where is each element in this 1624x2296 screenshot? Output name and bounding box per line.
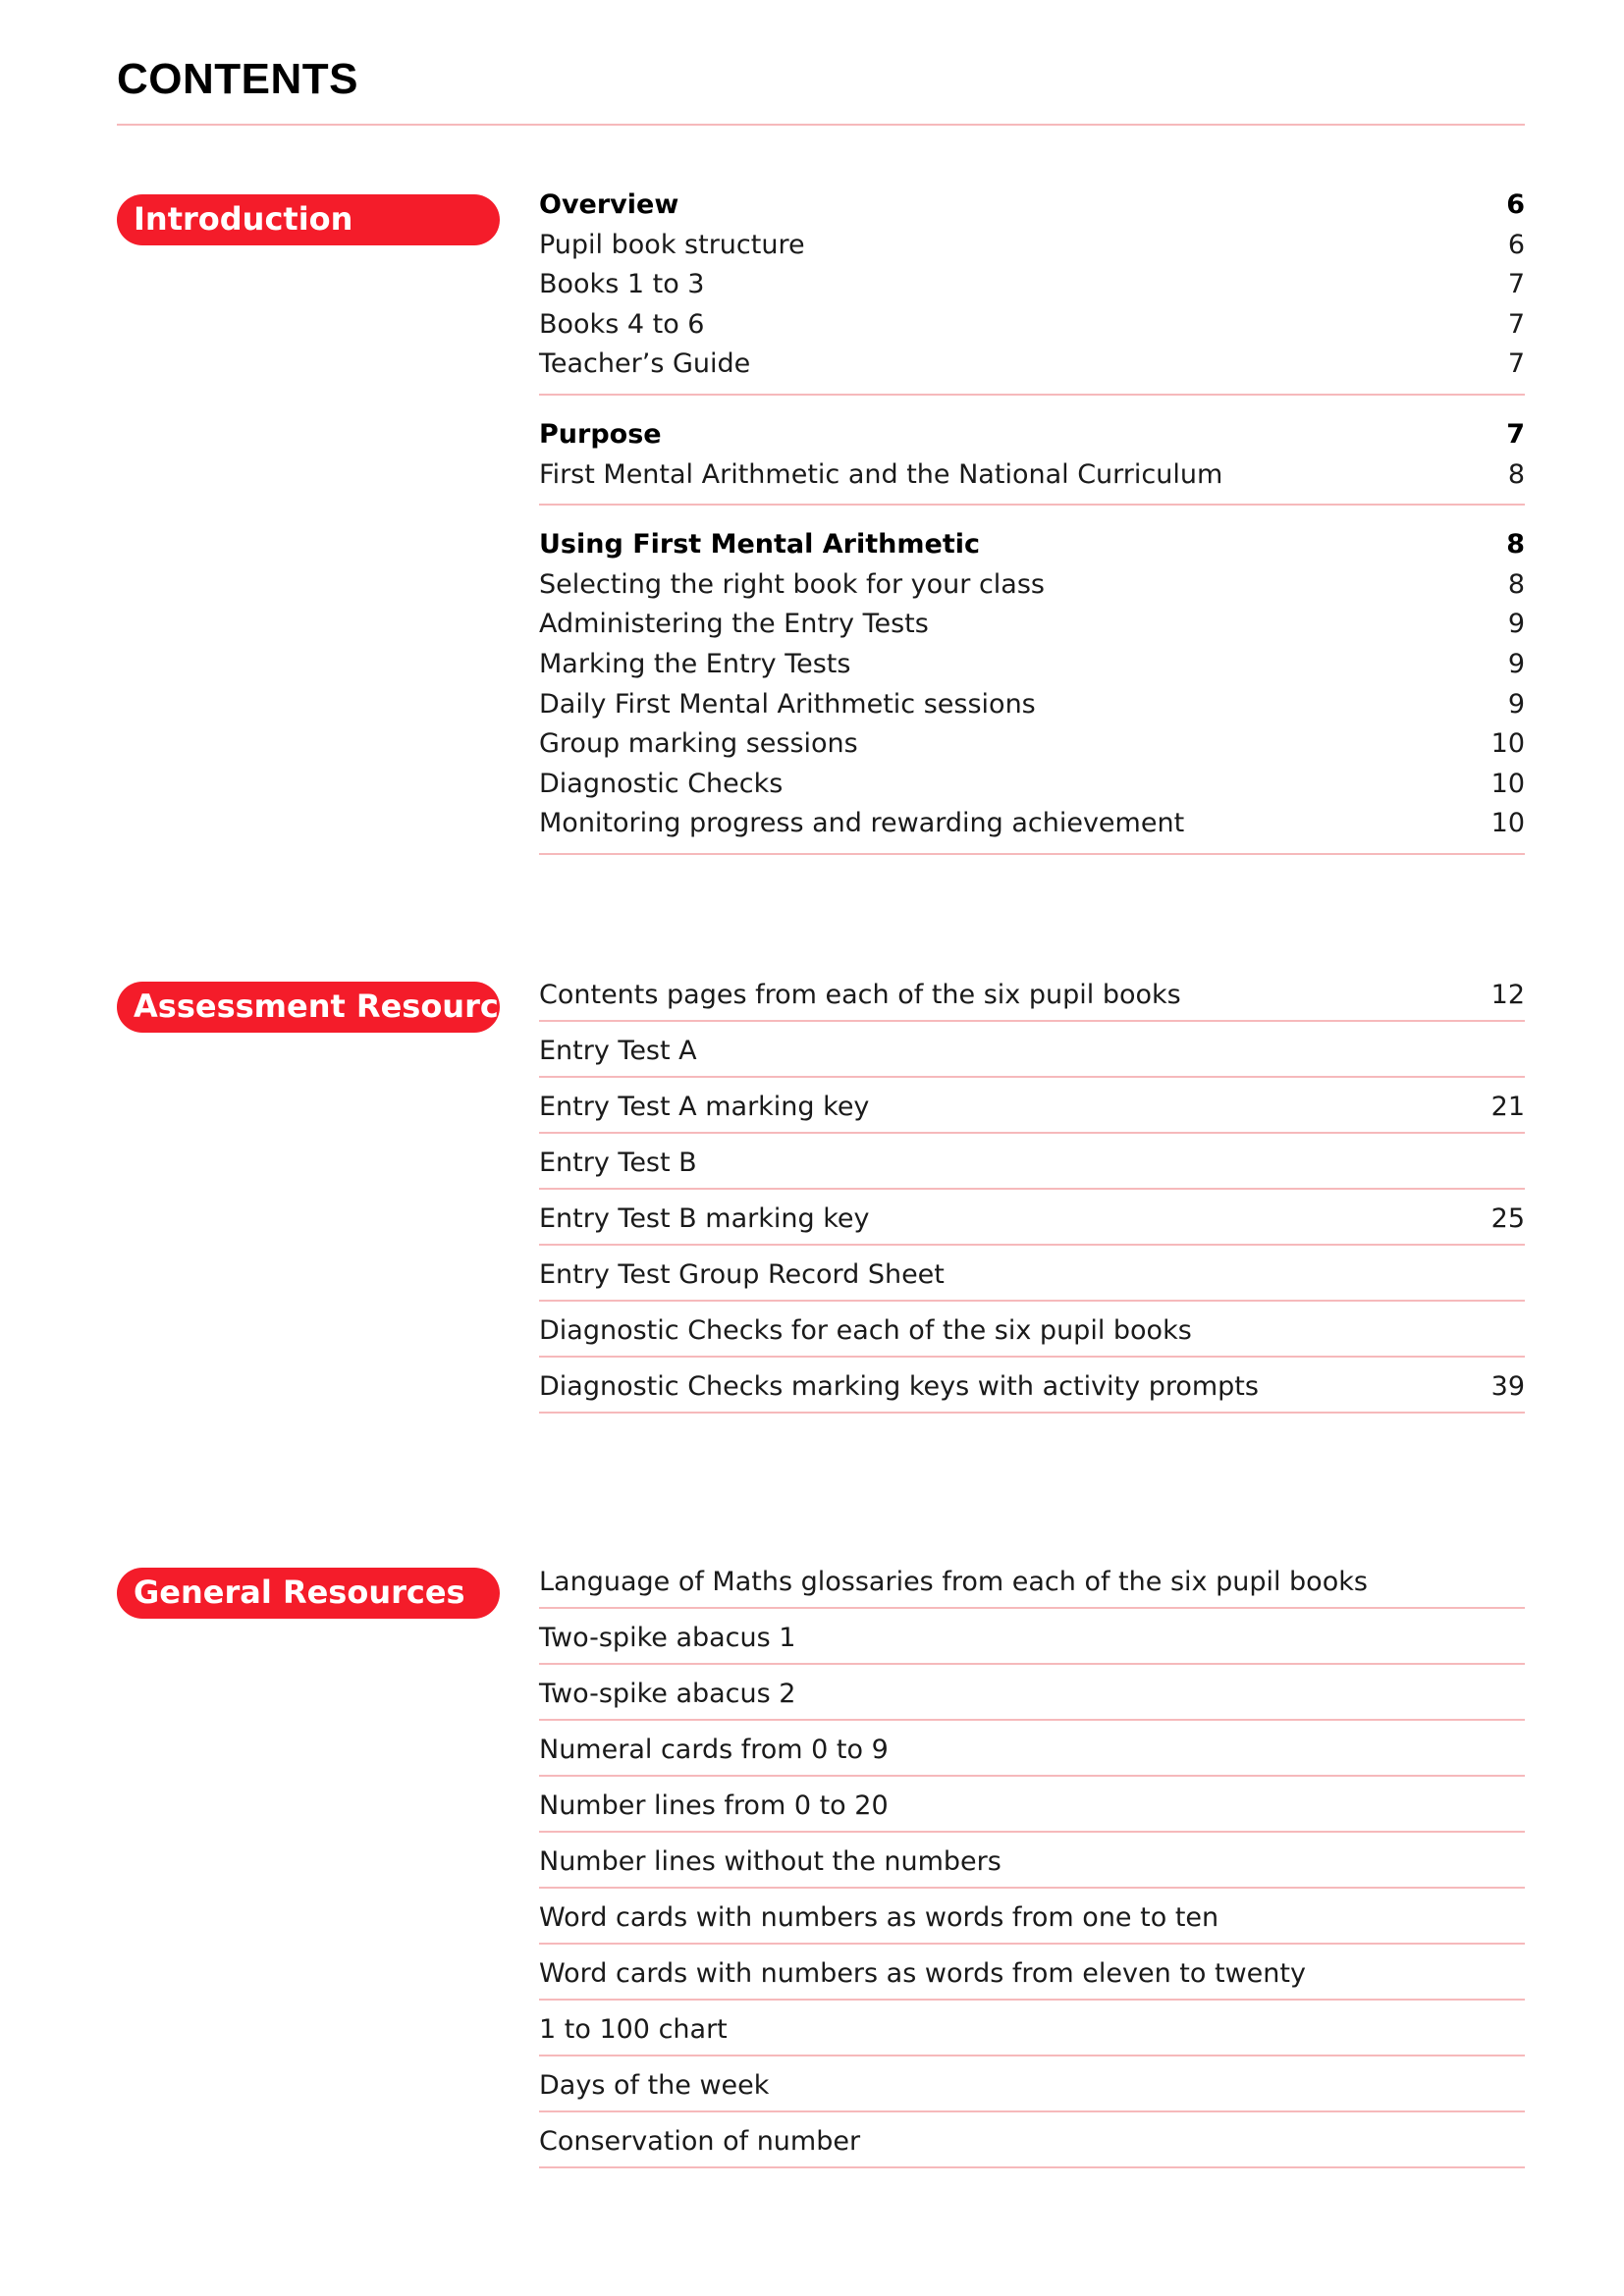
toc-entry[interactable] (539, 1721, 1525, 1777)
toc-group-using (539, 525, 1525, 855)
toc-entry-label: Number lines without the numbers (539, 1846, 1001, 1877)
toc-entry[interactable] (539, 1190, 1525, 1246)
toc-entry[interactable] (539, 1134, 1525, 1190)
toc-entry-label: 1 to 100 chart (539, 2014, 728, 2045)
toc-entry-label: Books 1 to 3 (539, 269, 705, 300)
toc-entry[interactable] (539, 645, 1525, 685)
toc-entry-page: 8 (1507, 568, 1525, 600)
toc-entry-label: Number lines from 0 to 20 (539, 1790, 889, 1821)
toc-heading-page: 6 (1506, 189, 1525, 220)
toc-assessment-resources (539, 966, 1525, 1414)
toc-entry[interactable] (539, 1553, 1525, 1609)
toc-entry-page: 10 (1490, 768, 1525, 799)
toc-entry-label: Teacher’s Guide (539, 348, 751, 380)
toc-entry[interactable] (539, 1777, 1525, 1833)
toc-entry-label: Diagnostic Checks marking keys with activity prompts (539, 1371, 1259, 1402)
toc-entry[interactable] (539, 685, 1525, 725)
toc-entry-label: Marking the Entry Tests (539, 648, 851, 679)
toc-entry[interactable] (539, 2056, 1525, 2112)
toc-entry[interactable] (539, 1945, 1525, 2001)
toc-entry-label: Diagnostic Checks (539, 768, 784, 799)
page-title: CONTENTS (117, 55, 358, 103)
toc-entry[interactable] (539, 966, 1525, 1022)
toc-entry[interactable] (539, 345, 1525, 385)
toc-entry[interactable] (539, 765, 1525, 805)
toc-entry-label: Conservation of number (539, 2126, 861, 2157)
toc-entry-label: Administering the Entry Tests (539, 609, 929, 640)
toc-entry[interactable] (539, 265, 1525, 305)
toc-entry[interactable] (539, 305, 1525, 346)
section-label-general-resources: General Resources (117, 1568, 500, 1619)
toc-entry-page: 9 (1507, 648, 1525, 679)
toc-entry-page: 7 (1507, 348, 1525, 380)
title-divider (117, 124, 1525, 126)
toc-entry[interactable] (539, 2001, 1525, 2056)
toc-entry-page: 21 (1490, 1092, 1525, 1122)
toc-heading[interactable] (539, 525, 1525, 565)
toc-entry[interactable] (539, 455, 1525, 496)
toc-entry[interactable] (539, 1246, 1525, 1302)
toc-heading-page: 7 (1506, 418, 1525, 450)
toc-entry-label: Language of Maths glossaries from each of the six pupil books (539, 1567, 1368, 1597)
toc-heading-label: Overview (539, 189, 679, 220)
toc-entry[interactable] (539, 226, 1525, 266)
toc-entry[interactable] (539, 1609, 1525, 1665)
toc-entry[interactable] (539, 1078, 1525, 1134)
toc-entry-page: 8 (1507, 458, 1525, 490)
toc-entry[interactable] (539, 565, 1525, 606)
toc-entry-label: Entry Test B (539, 1148, 697, 1178)
toc-entry-label: Two-spike abacus 1 (539, 1623, 796, 1653)
toc-entry-label: Days of the week (539, 2070, 770, 2101)
toc-entry-label: Entry Test B marking key (539, 1203, 870, 1234)
toc-entry-page: 7 (1507, 269, 1525, 300)
toc-entry[interactable] (539, 1665, 1525, 1721)
section-label-assessment-resources: Assessment Resources (117, 982, 500, 1033)
toc-heading-page: 8 (1506, 529, 1525, 561)
toc-entry-page: 6 (1507, 229, 1525, 260)
toc-entry[interactable] (539, 1302, 1525, 1358)
toc-introduction (539, 186, 1525, 855)
toc-entry-label: First Mental Arithmetic and the National Curriculum (539, 458, 1223, 490)
toc-entry-label: Entry Test A (539, 1036, 697, 1066)
toc-entry-page: 9 (1507, 609, 1525, 640)
toc-entry-label: Contents pages from each of the six pupil books (539, 980, 1181, 1010)
toc-entry[interactable] (539, 1358, 1525, 1414)
toc-entry-label: Word cards with numbers as words from one to ten (539, 1902, 1219, 1933)
toc-entry-label: Books 4 to 6 (539, 308, 705, 340)
toc-heading-label: Using First Mental Arithmetic (539, 529, 980, 561)
toc-general-resources (539, 1553, 1525, 2168)
toc-heading[interactable] (539, 186, 1525, 226)
toc-entry-page: 9 (1507, 688, 1525, 720)
toc-entry-label: Entry Test Group Record Sheet (539, 1259, 945, 1290)
toc-entry-page: 39 (1490, 1371, 1525, 1402)
toc-entry-page: 10 (1490, 728, 1525, 760)
toc-entry-label: Monitoring progress and rewarding achievement (539, 808, 1185, 839)
toc-entry[interactable] (539, 804, 1525, 844)
toc-entry[interactable] (539, 605, 1525, 645)
toc-entry-label: Group marking sessions (539, 728, 858, 760)
toc-entry-page: 10 (1490, 808, 1525, 839)
toc-entry[interactable] (539, 2112, 1525, 2168)
toc-entry-label: Selecting the right book for your class (539, 568, 1045, 600)
toc-entry-page: 25 (1490, 1203, 1525, 1234)
toc-group-purpose (539, 415, 1525, 506)
toc-entry-label: Diagnostic Checks for each of the six pupil books (539, 1315, 1192, 1346)
toc-entry-label: Two-spike abacus 2 (539, 1679, 796, 1709)
toc-entry[interactable] (539, 1022, 1525, 1078)
toc-entry-label: Numeral cards from 0 to 9 (539, 1735, 889, 1765)
toc-group-overview (539, 186, 1525, 396)
section-label-introduction: Introduction (117, 194, 500, 245)
toc-entry-label: Entry Test A marking key (539, 1092, 870, 1122)
toc-entry-label: Pupil book structure (539, 229, 805, 260)
toc-entry-label: Word cards with numbers as words from eleven to twenty (539, 1958, 1306, 1989)
toc-heading[interactable] (539, 415, 1525, 455)
toc-entry-page: 12 (1490, 980, 1525, 1010)
toc-heading-label: Purpose (539, 418, 662, 450)
toc-entry-label: Daily First Mental Arithmetic sessions (539, 688, 1036, 720)
toc-entry-page: 7 (1507, 308, 1525, 340)
toc-entry[interactable] (539, 1889, 1525, 1945)
toc-entry[interactable] (539, 1833, 1525, 1889)
toc-entry[interactable] (539, 724, 1525, 765)
